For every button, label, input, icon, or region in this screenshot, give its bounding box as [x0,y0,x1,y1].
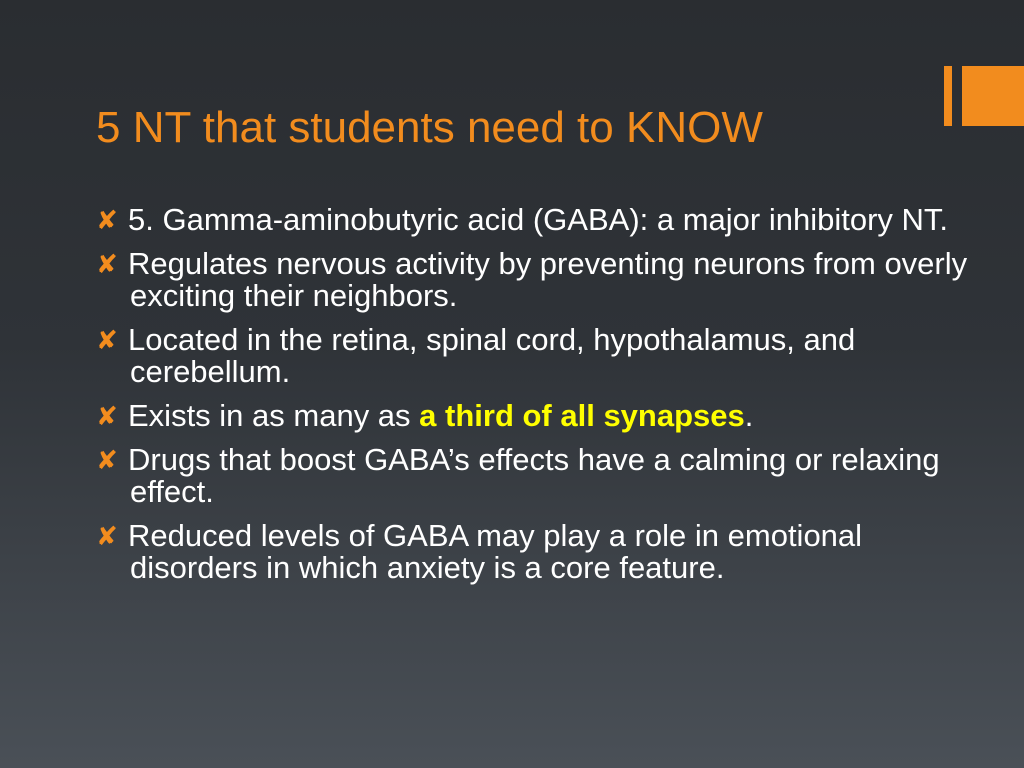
bullet-list [96,204,986,596]
cross-mark-icon: ✘ [96,326,118,356]
bullet-text: Located in the retina, spinal cord, hypothalamus, and cerebellum. [128,322,856,389]
bullet-item [96,324,986,388]
title-accent-bar-thin [944,66,952,126]
bullet-text: 5. Gamma-aminobutyric acid (GABA): a major inhibitory NT. [128,202,949,237]
slide-title: 5 NT that students need to KNOW [96,103,763,152]
bullet-item [96,248,986,312]
bullet-item [96,520,986,584]
bullet-item [96,400,986,432]
cross-mark-icon: ✘ [96,522,118,552]
bullet-text: Drugs that boost GABA’s effects have a calming or relaxing effect. [128,442,940,509]
bullet-text: Regulates nervous activity by preventing neurons from overly exciting their neighbors. [128,246,968,313]
bullet-highlight: a third of all synapses [419,398,745,433]
bullet-item [96,444,986,508]
title-accent-bar-block [962,66,1024,126]
cross-mark-icon: ✘ [96,402,118,432]
cross-mark-icon: ✘ [96,446,118,476]
bullet-text-lead: Exists in as many as [128,398,420,433]
bullet-text: Reduced levels of GABA may play a role in emotional disorders in which anxiety is a core feature. [128,518,863,585]
bullet-item [96,204,986,236]
bullet-text [114,400,986,432]
cross-mark-icon: ✘ [96,250,118,280]
cross-mark-icon: ✘ [96,206,118,236]
bullet-text-tail: . [744,398,754,433]
